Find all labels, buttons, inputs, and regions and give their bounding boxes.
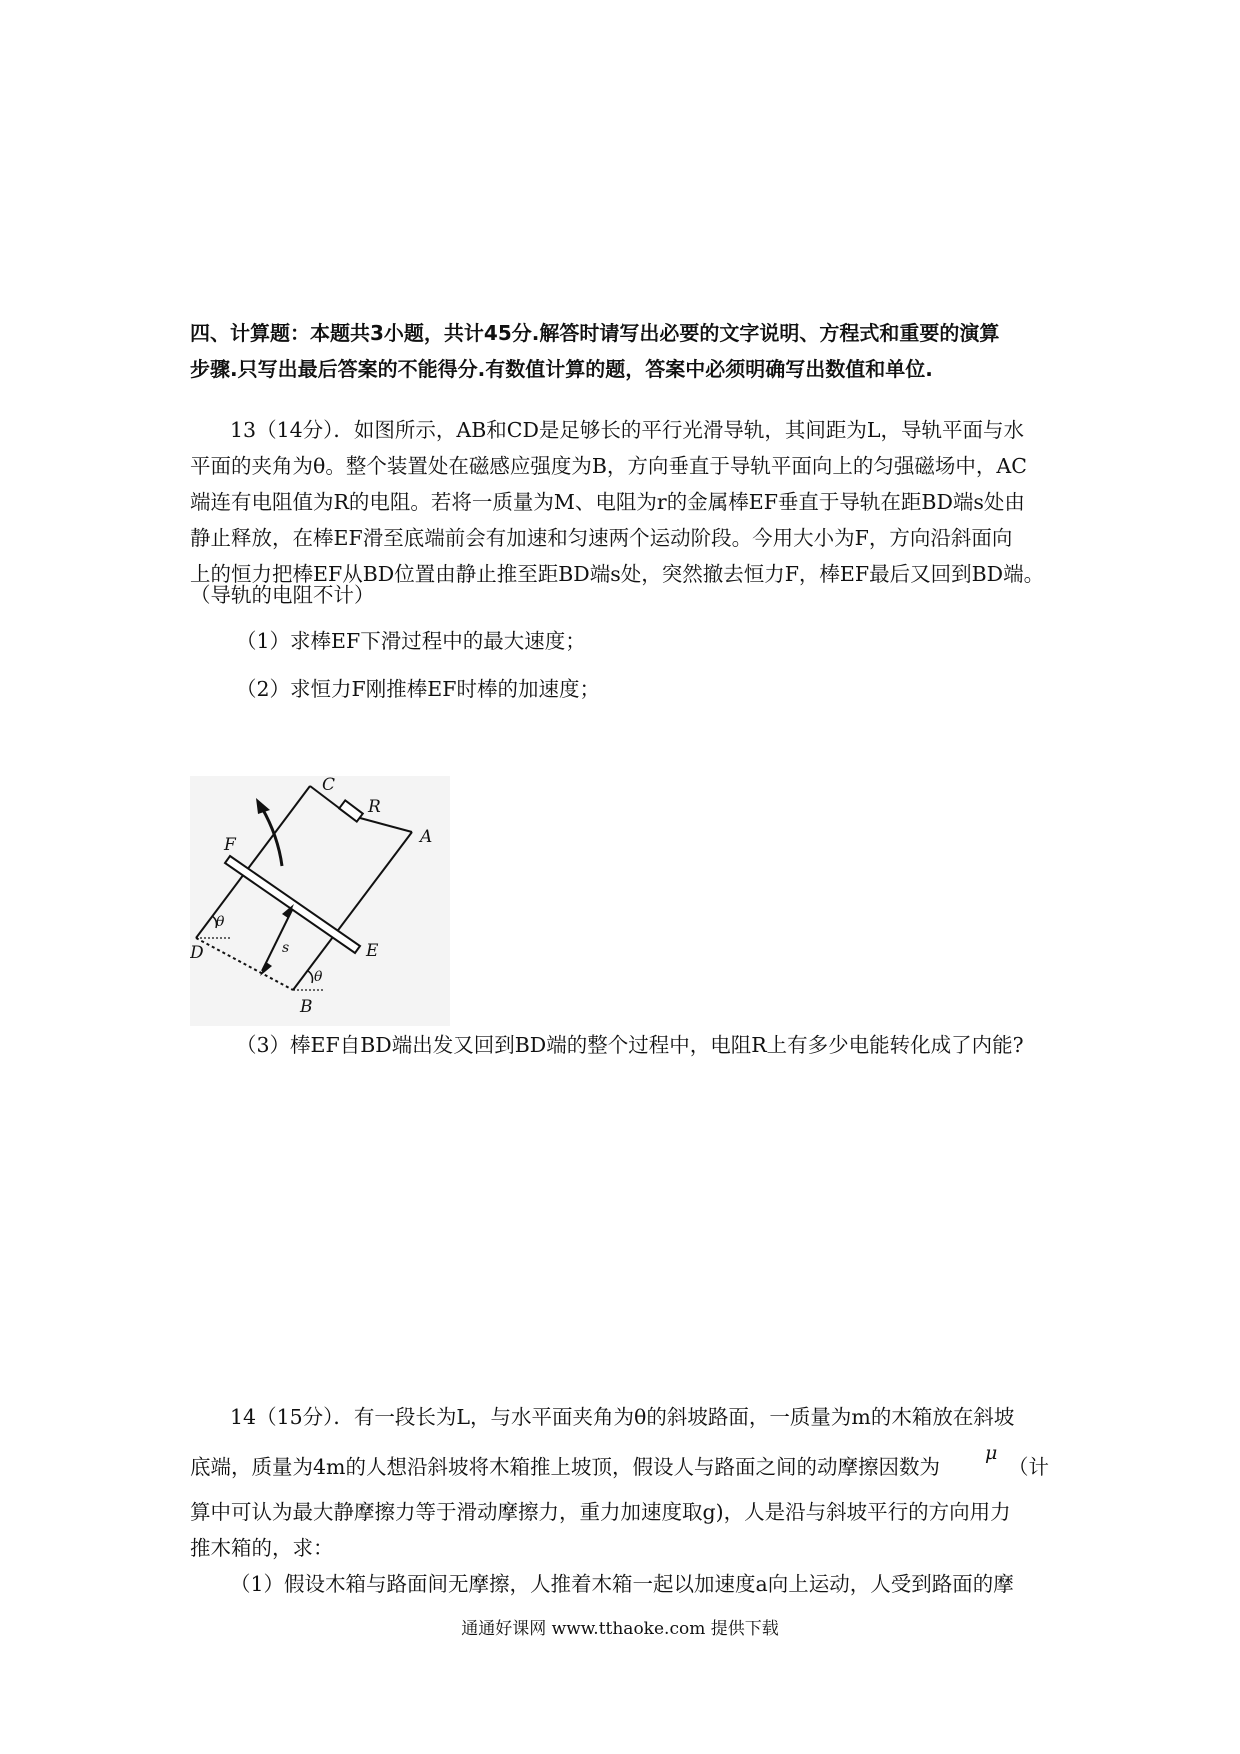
q13-subquestion-2: （2）求恒力F刚推棒EF时棒的加速度； (236, 677, 600, 701)
q14-text-line5: （1）假设木箱与路面间无摩擦，人推着木箱一起以加速度a向上运动，人受到路面的摩 (230, 1572, 1014, 1596)
label-s: s (282, 940, 290, 956)
section-heading-line1: 四、计算题：本题共3小题，共计45分.解答时请写出必要的文字说明、方程式和重要的演算 (190, 321, 1000, 345)
q14-text-line3: 算中可认为最大静摩擦力等于滑动摩擦力，重力加速度取g)，人是沿与斜坡平行的方向用力 (190, 1500, 1011, 1524)
rail-circuit-figure (190, 776, 450, 1026)
q14-text-line2: 底端，质量为4m的人想沿斜坡将木箱推上坡顶，假设人与路面之间的动摩擦因数为 (190, 1455, 940, 1479)
label-d: D (190, 943, 204, 963)
q13-subquestion-1: （1）求棒EF下滑过程中的最大速度； (236, 629, 586, 653)
label-e: E (366, 941, 379, 961)
q13-text-line6: （导轨的电阻不计） (190, 583, 375, 607)
q13-text-line5: 上的恒力把棒EF从BD位置由静止推至距BD端s处，突然撤去恒力F，棒EF最后又回到BD端。 (190, 562, 1045, 586)
label-r: R (368, 797, 381, 817)
label-theta-d: θ (216, 914, 225, 930)
q13-text-line2: 平面的夹角为θ。整个装置处在磁感应强度为B，方向垂直于导轨平面向上的匀强磁场中，AC (190, 454, 1027, 478)
label-b: B (300, 997, 313, 1017)
q13-text-line1: 13（14分）．如图所示，AB和CD是足够长的平行光滑导轨，其间距为L，导轨平面与水 (230, 418, 1025, 442)
mu-symbol: μ (985, 1442, 998, 1464)
label-f: F (224, 835, 236, 855)
q14-text-line1: 14（15分）．有一段长为L，与水平面夹角为θ的斜坡路面，一质量为m的木箱放在斜坡 (230, 1405, 1015, 1429)
section-heading-line2: 步骤.只写出最后答案的不能得分.有数值计算的题，答案中必须明确写出数值和单位. (190, 357, 933, 381)
q13-text-line4: 静止释放，在棒EF滑至底端前会有加速和匀速两个运动阶段。今用大小为F，方向沿斜面向 (190, 526, 1013, 550)
q14-text-line4: 推木箱的，求： (190, 1536, 334, 1560)
label-theta-b: θ (314, 969, 323, 985)
q14-text-line2-tail: （计 (1008, 1455, 1049, 1479)
label-c: C (322, 776, 336, 795)
figure-background (190, 776, 450, 1026)
page-footer: 通通好课网 www.tthaoke.com 提供下载 (461, 1619, 779, 1639)
label-a: A (420, 827, 433, 847)
q13-subquestion-3: （3）棒EF自BD端出发又回到BD端的整个过程中，电阻R上有多少电能转化成了内能? (236, 1033, 1024, 1057)
q13-text-line3: 端连有电阻值为R的电阻。若将一质量为M、电阻为r的金属棒EF垂直于导轨在距BD端s处由 (190, 490, 1025, 514)
